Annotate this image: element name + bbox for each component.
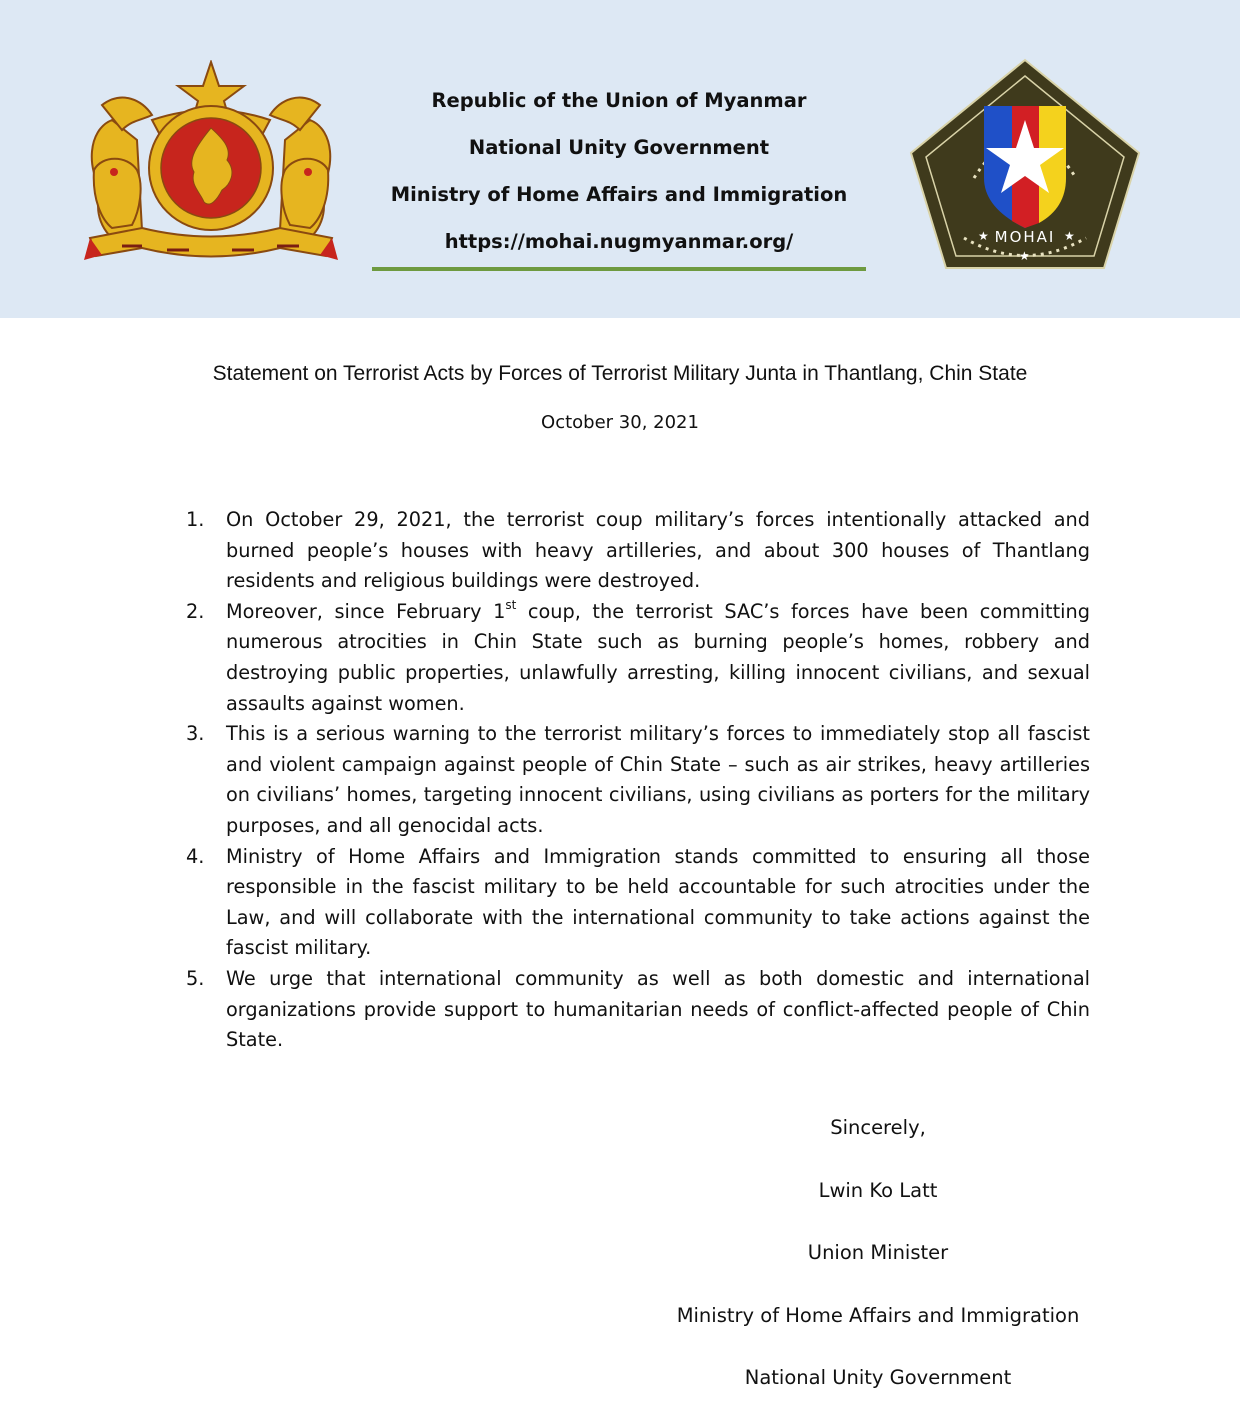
state-emblem-icon <box>82 60 340 270</box>
header-divider <box>372 267 866 271</box>
statement-items <box>186 505 1090 1056</box>
list-item <box>186 842 1090 964</box>
item-text: Ministry of Home Affairs and Immigration stands committed to ensuring all those responsible in the fascist military to be held accountable for such atrocities under the Law, and will collaborate with the international community to take actions against the fascist military. <box>226 844 1090 960</box>
ministry-url[interactable]: https://mohai.nugmyanmar.org/ <box>444 230 794 253</box>
svg-text:★: ★ <box>1064 229 1075 243</box>
item-number: 3. <box>186 722 205 746</box>
item-text <box>226 597 1090 715</box>
signatory-ministry: Ministry of Home Affairs and Immigration <box>676 1304 1080 1327</box>
country-name: Republic of the Union of Myanmar <box>431 89 807 112</box>
signatory-government: National Unity Government <box>744 1366 1012 1389</box>
item-number: 2. <box>186 599 205 623</box>
ministry-name: Ministry of Home Affairs and Immigration <box>390 183 848 206</box>
government-name: National Unity Government <box>468 136 770 159</box>
list-item <box>186 597 1090 719</box>
item-number: 1. <box>186 508 205 531</box>
item-text-part: Moreover, since February 1 <box>226 599 506 623</box>
signatory-name: Lwin Ko Latt <box>818 1179 938 1202</box>
svg-text:★: ★ <box>978 229 989 243</box>
list-item <box>186 964 1090 1056</box>
signatory-title: Union Minister <box>807 1241 949 1264</box>
statement-title: Statement on Terrorist Acts by Forces of Terrorist Military Junta in Thantlang, Chin State <box>212 362 1028 385</box>
svg-text:★: ★ <box>1019 249 1030 263</box>
item-text-part: coup, the terrorist SAC’s forces have been committing numerous atrocities in Chin State such as burning people’s homes, robbery and destroying public properties, unlawfully arresting, killing innocent civilians, and sexual assaults against women. <box>226 599 1090 715</box>
list-item <box>186 719 1090 841</box>
item-text: We urge that international community as well as both domestic and international organizations provide support to humanitarian needs of conflict-affected people of Chin State. <box>226 966 1090 1052</box>
list-item <box>186 505 1090 597</box>
item-number: 5. <box>186 966 205 990</box>
item-text: On October 29, 2021, the terrorist coup military’s forces intentionally attacked and burned people’s houses with heavy artilleries, and about 300 houses of Thantlang residents and religious buildings were destroyed. <box>226 508 1090 593</box>
ordinal-suffix: st <box>505 597 517 612</box>
letterhead-text <box>372 84 866 272</box>
mohai-seal-icon <box>904 58 1146 280</box>
seal-label: MOHAI <box>994 228 1056 246</box>
item-number: 4. <box>186 844 205 868</box>
letterhead <box>0 0 1240 318</box>
item-text: This is a serious warning to the terrorist military’s forces to immediately stop all fascist and violent campaign against people of Chin State – such as air strikes, heavy artilleries on civilians’ homes, targeting innocent civilians, using civilians as porters for the military purposes, and all genocidal acts. <box>226 722 1090 837</box>
statement-date: October 30, 2021 <box>541 412 699 433</box>
signature-closing: Sincerely, <box>830 1116 926 1139</box>
